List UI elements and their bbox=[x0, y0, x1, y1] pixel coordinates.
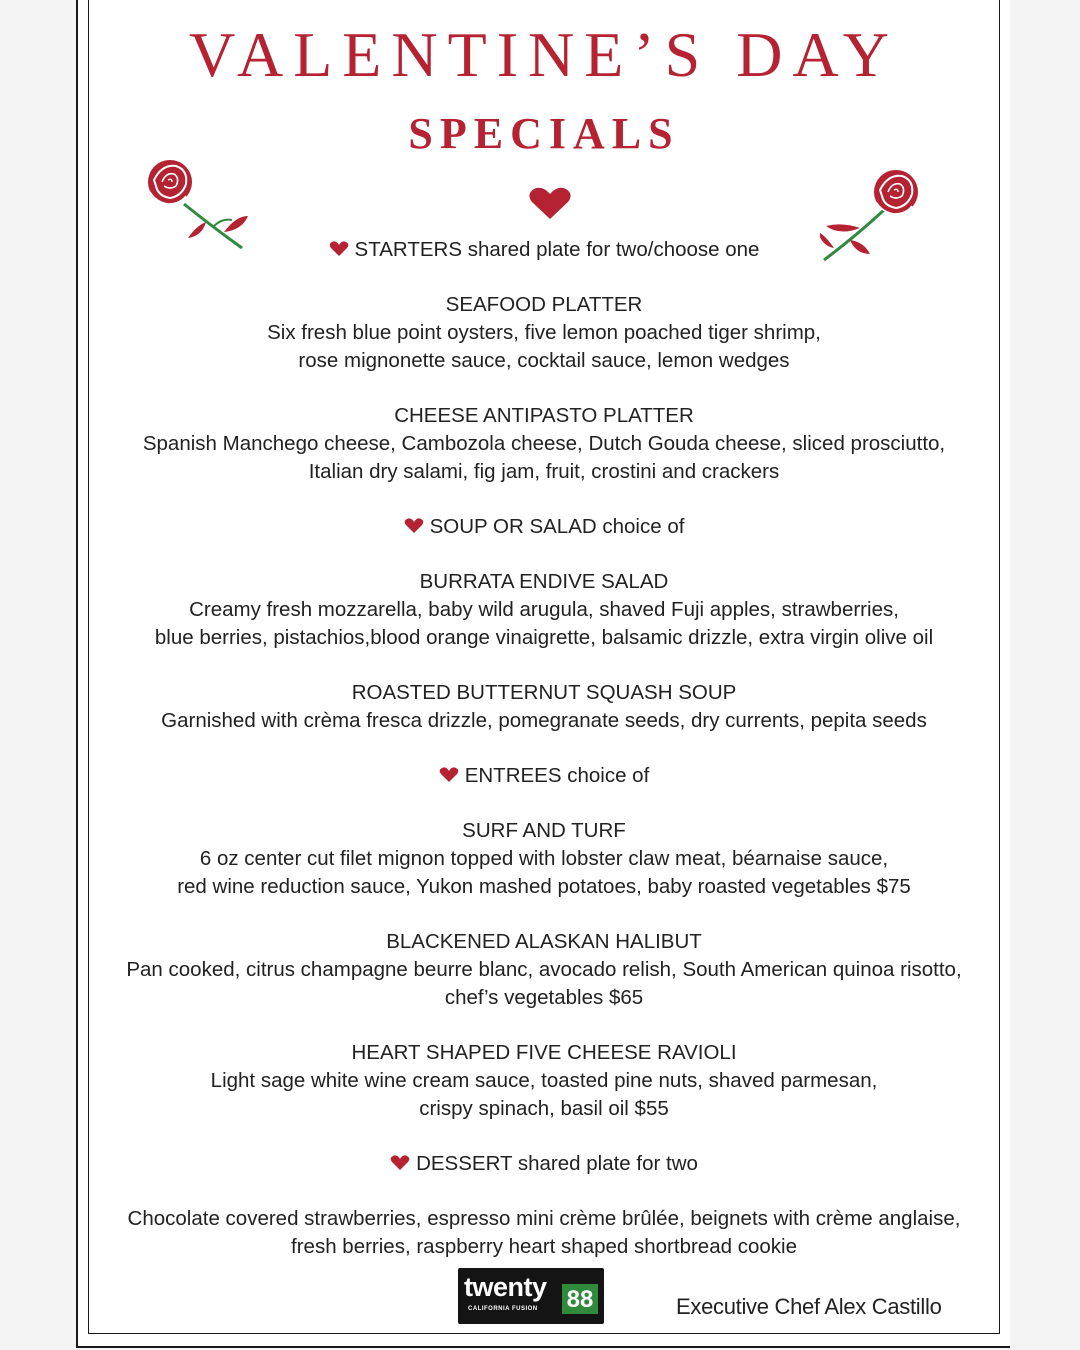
dish-description: Chocolate covered strawberries, espresso mini crème brûlée, beignets with crème anglaise, bbox=[127, 1207, 961, 1230]
menu-item bbox=[78, 817, 1010, 901]
heart-icon bbox=[528, 186, 572, 220]
menu-sheet bbox=[76, 0, 1010, 1348]
dish-description: red wine reduction sauce, Yukon mashed potatoes, baby roasted vegetables $75 bbox=[177, 875, 911, 898]
dish-description: Light sage white wine cream sauce, toasted pine nuts, shaved parmesan, bbox=[210, 1069, 878, 1092]
dish-name: BURRATA ENDIVE SALAD bbox=[419, 570, 669, 593]
dish-description: Garnished with crèma fresca drizzle, pomegranate seeds, dry currents, pepita seeds bbox=[161, 709, 927, 732]
dish-description: crispy spinach, basil oil $55 bbox=[419, 1097, 669, 1120]
section-heading-label: STARTERS shared plate for two/choose one bbox=[354, 238, 760, 261]
menu-subtitle: SPECIALS bbox=[408, 109, 680, 158]
dish-description: Italian dry salami, fig jam, fruit, crostini and crackers bbox=[308, 460, 780, 483]
section-heading bbox=[78, 513, 1010, 541]
menu-item bbox=[78, 1205, 1010, 1261]
dish-name: ROASTED BUTTERNUT SQUASH SOUP bbox=[351, 681, 737, 704]
menu-title: VALENTINE’S DAY bbox=[189, 19, 899, 90]
dish-name: CHEESE ANTIPASTO PLATTER bbox=[394, 404, 694, 427]
dish-name: HEART SHAPED FIVE CHEESE RAVIOLI bbox=[351, 1041, 737, 1064]
section-heading bbox=[78, 762, 1010, 790]
dish-description: fresh berries, raspberry heart shaped shortbread cookie bbox=[291, 1235, 797, 1258]
section-heading bbox=[78, 236, 1010, 264]
logo-tagline: CALIFORNIA FUSION bbox=[468, 1306, 538, 1312]
menu-item bbox=[78, 568, 1010, 652]
dish-description: rose mignonette sauce, cocktail sauce, lemon wedges bbox=[298, 349, 790, 372]
menu-item bbox=[78, 928, 1010, 1012]
logo-wordmark: twenty bbox=[464, 1272, 547, 1302]
heart-icon bbox=[439, 763, 459, 779]
section-heading-label: DESSERT shared plate for two bbox=[416, 1152, 698, 1175]
logo-number: 88 bbox=[562, 1284, 598, 1314]
dish-name: SEAFOOD PLATTER bbox=[445, 293, 643, 316]
menu-item bbox=[78, 1039, 1010, 1123]
section-heading-label: SOUP OR SALAD choice of bbox=[429, 515, 685, 538]
dish-description: Creamy fresh mozzarella, baby wild arugula, shaved Fuji apples, strawberries, bbox=[189, 598, 899, 621]
dish-description: Six fresh blue point oysters, five lemon poached tiger shrimp, bbox=[267, 321, 821, 344]
dish-description: Spanish Manchego cheese, Cambozola cheese, Dutch Gouda cheese, sliced prosciutto, bbox=[142, 432, 946, 455]
dish-description: blue berries, pistachios,blood orange vinaigrette, balsamic drizzle, extra virgin olive oil bbox=[154, 626, 934, 649]
menu-item bbox=[78, 291, 1010, 375]
menu-item bbox=[78, 679, 1010, 735]
heart-icon bbox=[329, 237, 349, 253]
menu-item bbox=[78, 402, 1010, 486]
section-heading bbox=[78, 1150, 1010, 1178]
dish-description: Pan cooked, citrus champagne beurre blanc, avocado relish, South American quinoa risotto, bbox=[126, 958, 962, 981]
heart-icon bbox=[404, 514, 424, 530]
dish-name: SURF AND TURF bbox=[462, 819, 626, 842]
section-heading-label: ENTREES choice of bbox=[464, 764, 650, 787]
heart-icon bbox=[390, 1151, 410, 1167]
chef-credit: Executive Chef Alex Castillo bbox=[676, 1294, 942, 1319]
restaurant-logo bbox=[458, 1268, 604, 1324]
dish-name: BLACKENED ALASKAN HALIBUT bbox=[386, 930, 702, 953]
dish-description: 6 oz center cut filet mignon topped with lobster claw meat, béarnaise sauce, bbox=[199, 847, 889, 870]
dish-description: chef’s vegetables $65 bbox=[444, 986, 644, 1009]
menu-content bbox=[78, 236, 1010, 1288]
